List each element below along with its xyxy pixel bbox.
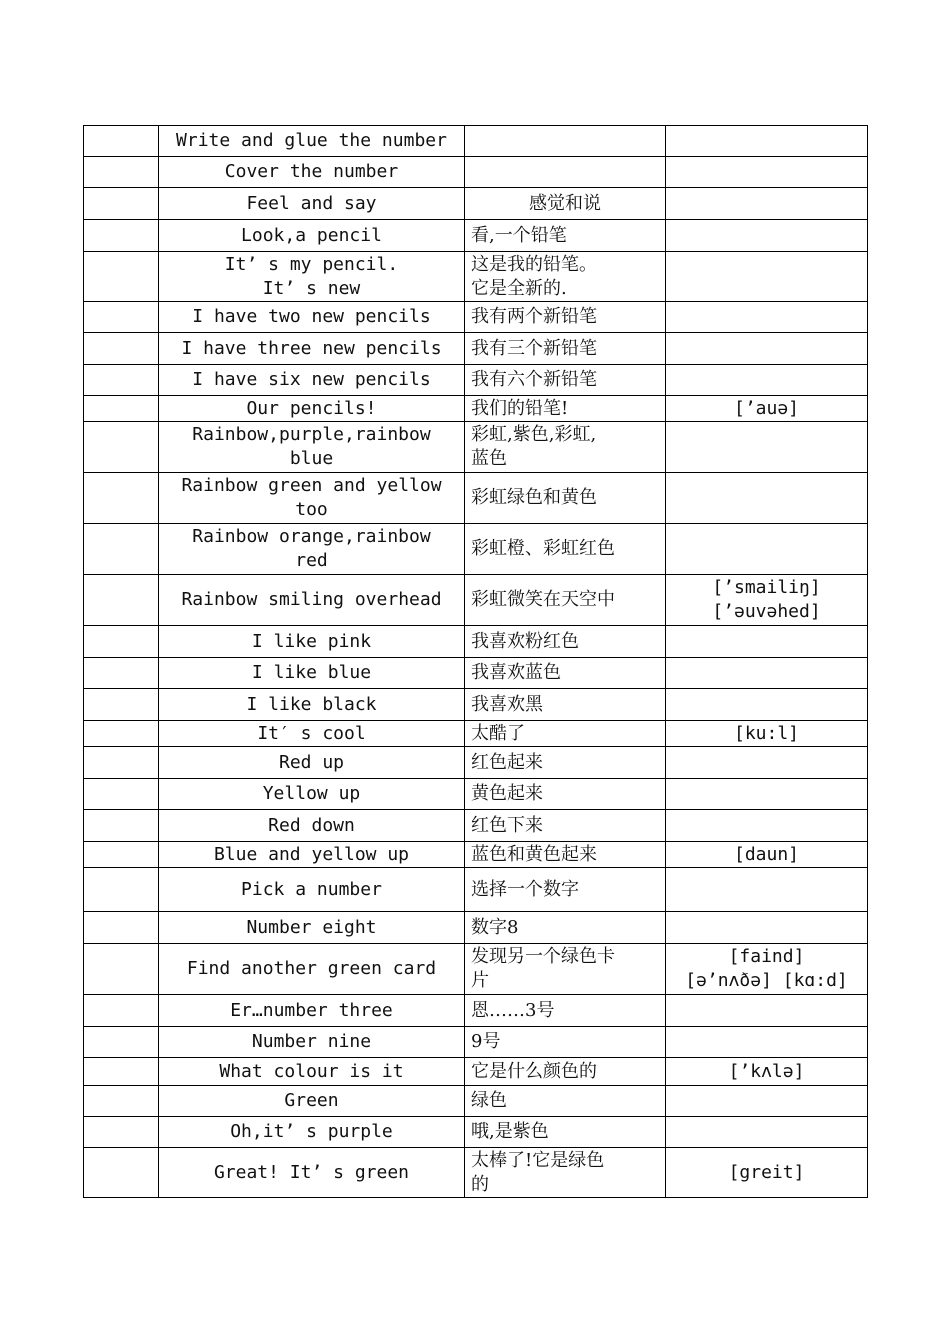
english-phrase-line: blue xyxy=(289,448,334,469)
chinese-translation-cell xyxy=(465,912,666,944)
chinese-translation-text: 选择一个数字 xyxy=(471,878,579,900)
row-number-cell xyxy=(84,396,159,422)
chinese-translation-cell xyxy=(465,721,666,747)
english-phrase-cell xyxy=(159,188,465,220)
english-phrase-cell xyxy=(159,524,465,575)
chinese-translation-text: 太酷了 xyxy=(471,722,525,744)
chinese-translation-cell xyxy=(465,1148,666,1198)
row-number-cell xyxy=(84,995,159,1027)
phonetic-cell xyxy=(666,868,868,912)
chinese-translation-text: 我有三个新铅笔 xyxy=(471,337,597,359)
english-phrase-cell xyxy=(159,658,465,689)
row-number-cell xyxy=(84,747,159,779)
phonetic-cell xyxy=(666,721,868,747)
chinese-translation-cell xyxy=(465,302,666,333)
phonetic-cell xyxy=(666,626,868,658)
phonetic-cell xyxy=(666,302,868,333)
row-number-cell xyxy=(84,944,159,995)
phonetic-cell xyxy=(666,473,868,524)
phonetic-cell xyxy=(666,689,868,721)
english-phrase-line: Number eight xyxy=(246,916,377,938)
english-phrase-cell xyxy=(159,396,465,422)
row-number-cell xyxy=(84,842,159,868)
chinese-translation-text: 我喜欢粉红色 xyxy=(471,630,579,652)
english-phrase-cell xyxy=(159,995,465,1027)
chinese-translation-text: 绿色 xyxy=(471,1090,507,1111)
table-row xyxy=(84,779,868,810)
row-number-cell xyxy=(84,1027,159,1058)
english-phrase-line: I have three new pencils xyxy=(181,337,442,359)
chinese-translation-cell xyxy=(465,157,666,188)
chinese-translation-cell xyxy=(465,365,666,396)
english-phrase-line: Our pencils! xyxy=(246,397,377,419)
row-number-cell xyxy=(84,868,159,912)
chinese-translation-line: 发现另一个绿色卡 xyxy=(471,946,615,967)
table-row xyxy=(84,302,868,333)
chinese-translation-line: 彩虹,紫色,彩虹, xyxy=(471,424,597,445)
table-row xyxy=(84,473,868,524)
table-row xyxy=(84,575,868,626)
row-number-cell xyxy=(84,721,159,747)
english-phrase-cell xyxy=(159,810,465,842)
chinese-translation-cell xyxy=(465,868,666,912)
english-phrase-line: It’ s my pencil. xyxy=(224,253,399,275)
row-number-cell xyxy=(84,220,159,252)
chinese-translation-cell xyxy=(465,658,666,689)
english-phrase-line: red xyxy=(295,550,328,571)
chinese-translation-text: 它是什么颜色的 xyxy=(471,1060,597,1082)
phonetic-cell xyxy=(666,1027,868,1058)
table-row xyxy=(84,658,868,689)
chinese-translation-text: 我有两个新铅笔 xyxy=(471,306,597,327)
row-number-cell xyxy=(84,333,159,365)
table-row xyxy=(84,1117,868,1148)
english-phrase-cell xyxy=(159,944,465,995)
table-row xyxy=(84,810,868,842)
table-row xyxy=(84,689,868,721)
table-row xyxy=(84,333,868,365)
chinese-translation-text: 看,一个铅笔 xyxy=(471,224,567,246)
vocabulary-table xyxy=(83,125,868,1198)
english-phrase-cell xyxy=(159,422,465,473)
phonetic-cell xyxy=(666,188,868,220)
row-number-cell xyxy=(84,473,159,524)
chinese-translation-cell xyxy=(465,747,666,779)
table-row xyxy=(84,220,868,252)
chinese-translation-text: 我喜欢蓝色 xyxy=(471,662,561,683)
table-row xyxy=(84,626,868,658)
phonetic-cell xyxy=(666,333,868,365)
phonetic-transcription: [daun] xyxy=(733,843,800,865)
phonetic-cell xyxy=(666,747,868,779)
phonetic-cell xyxy=(666,422,868,473)
phonetic-transcription: [’kʌlə] xyxy=(728,1060,805,1082)
chinese-translation-cell xyxy=(465,944,666,995)
english-phrase-cell xyxy=(159,157,465,188)
chinese-translation-cell xyxy=(465,126,666,157)
english-phrase-line: Great! It’ s green xyxy=(213,1161,410,1183)
table-row xyxy=(84,1086,868,1117)
chinese-translation-line: 片 xyxy=(471,970,489,991)
english-phrase-line: I like black xyxy=(246,693,377,715)
english-phrase-cell xyxy=(159,912,465,944)
english-phrase-line: Red up xyxy=(278,751,345,773)
table-row xyxy=(84,912,868,944)
english-phrase-cell xyxy=(159,779,465,810)
chinese-translation-cell xyxy=(465,333,666,365)
english-phrase-line: too xyxy=(295,499,328,520)
chinese-translation-cell xyxy=(465,220,666,252)
english-phrase-cell xyxy=(159,1117,465,1148)
chinese-translation-line: 的 xyxy=(471,1173,489,1195)
phonetic-transcription: [greit] xyxy=(728,1161,805,1183)
chinese-translation-text: 数字8 xyxy=(471,916,519,938)
chinese-translation-cell xyxy=(465,626,666,658)
chinese-translation-cell xyxy=(465,1117,666,1148)
phonetic-cell xyxy=(666,365,868,396)
chinese-translation-cell xyxy=(465,779,666,810)
english-phrase-cell xyxy=(159,1086,465,1117)
phonetic-transcription: [’əuvəhed] xyxy=(712,601,821,622)
phonetic-cell xyxy=(666,252,868,302)
table-row xyxy=(84,365,868,396)
english-phrase-line: Yellow up xyxy=(262,783,361,804)
chinese-translation-cell xyxy=(465,1027,666,1058)
row-number-cell xyxy=(84,912,159,944)
chinese-translation-line: 太棒了!它是绿色 xyxy=(471,1149,605,1171)
english-phrase-line: Red down xyxy=(268,814,355,836)
row-number-cell xyxy=(84,188,159,220)
english-phrase-cell xyxy=(159,126,465,157)
chinese-translation-line: 蓝色 xyxy=(471,448,507,469)
phonetic-cell xyxy=(666,524,868,575)
table-row xyxy=(84,1058,868,1086)
phonetic-cell xyxy=(666,944,868,995)
english-phrase-cell xyxy=(159,689,465,721)
phonetic-cell xyxy=(666,842,868,868)
chinese-translation-cell xyxy=(465,524,666,575)
row-number-cell xyxy=(84,1058,159,1086)
english-phrase-line: Rainbow,purple,rainbow xyxy=(192,424,431,445)
chinese-translation-cell xyxy=(465,473,666,524)
chinese-translation-cell xyxy=(465,252,666,302)
row-number-cell xyxy=(84,1148,159,1198)
chinese-translation-text: 感觉和说 xyxy=(529,192,601,214)
table-row xyxy=(84,944,868,995)
phonetic-cell xyxy=(666,1117,868,1148)
chinese-translation-text: 彩虹橙、彩虹红色 xyxy=(471,538,615,559)
english-phrase-line: Rainbow orange,rainbow xyxy=(192,526,431,547)
english-phrase-cell xyxy=(159,333,465,365)
phonetic-cell xyxy=(666,810,868,842)
chinese-translation-text: 我们的铅笔! xyxy=(471,397,569,419)
english-phrase-line: What colour is it xyxy=(219,1060,404,1082)
phonetic-cell xyxy=(666,157,868,188)
row-number-cell xyxy=(84,779,159,810)
english-phrase-line: I have six new pencils xyxy=(192,369,431,390)
chinese-translation-line: 这是我的铅笔。 xyxy=(471,253,597,275)
english-phrase-cell xyxy=(159,842,465,868)
english-phrase-line: Feel and say xyxy=(246,192,377,214)
chinese-translation-cell xyxy=(465,995,666,1027)
english-phrase-line: Number nine xyxy=(251,1031,372,1052)
phonetic-cell xyxy=(666,1058,868,1086)
chinese-translation-cell xyxy=(465,1058,666,1086)
row-number-cell xyxy=(84,524,159,575)
row-number-cell xyxy=(84,252,159,302)
phonetic-cell xyxy=(666,658,868,689)
phonetic-transcription: [ə’nʌðə] [kɑ:d] xyxy=(685,970,848,991)
table-row xyxy=(84,995,868,1027)
phonetic-cell xyxy=(666,1086,868,1117)
english-phrase-cell xyxy=(159,626,465,658)
english-phrase-line: Er…number three xyxy=(230,999,393,1021)
phonetic-cell xyxy=(666,220,868,252)
row-number-cell xyxy=(84,1086,159,1117)
table-row xyxy=(84,721,868,747)
row-number-cell xyxy=(84,810,159,842)
english-phrase-line: I like blue xyxy=(251,662,372,683)
chinese-translation-text: 彩虹绿色和黄色 xyxy=(471,487,597,508)
row-number-cell xyxy=(84,422,159,473)
chinese-translation-cell xyxy=(465,842,666,868)
english-phrase-line: I like pink xyxy=(251,630,372,652)
english-phrase-cell xyxy=(159,473,465,524)
chinese-translation-text: 彩虹微笑在天空中 xyxy=(471,589,615,610)
english-phrase-line: I have two new pencils xyxy=(192,306,431,327)
table-row xyxy=(84,842,868,868)
row-number-cell xyxy=(84,302,159,333)
table-row xyxy=(84,1027,868,1058)
english-phrase-cell xyxy=(159,1027,465,1058)
chinese-translation-text: 9号 xyxy=(471,1031,501,1052)
chinese-translation-cell xyxy=(465,689,666,721)
row-number-cell xyxy=(84,658,159,689)
chinese-translation-cell xyxy=(465,810,666,842)
chinese-translation-text: 我喜欢黑 xyxy=(471,693,543,715)
row-number-cell xyxy=(84,126,159,157)
phonetic-transcription: [’auə] xyxy=(733,397,800,419)
english-phrase-line: Rainbow green and yellow xyxy=(181,475,442,496)
phonetic-cell xyxy=(666,912,868,944)
phonetic-transcription: [ku:l] xyxy=(733,722,800,744)
english-phrase-cell xyxy=(159,1148,465,1198)
english-phrase-line: Blue and yellow up xyxy=(213,843,410,865)
chinese-translation-cell xyxy=(465,188,666,220)
english-phrase-cell xyxy=(159,365,465,396)
english-phrase-cell xyxy=(159,575,465,626)
chinese-translation-text: 黄色起来 xyxy=(471,783,543,804)
table-row xyxy=(84,157,868,188)
table-row xyxy=(84,1148,868,1198)
english-phrase-cell xyxy=(159,220,465,252)
chinese-translation-cell xyxy=(465,422,666,473)
phonetic-cell xyxy=(666,575,868,626)
table-row xyxy=(84,126,868,157)
chinese-translation-text: 我有六个新铅笔 xyxy=(471,369,597,390)
english-phrase-cell xyxy=(159,721,465,747)
phonetic-cell xyxy=(666,1148,868,1198)
chinese-translation-text: 蓝色和黄色起来 xyxy=(471,843,597,865)
phonetic-transcription: [’smailiŋ] xyxy=(712,577,821,598)
english-phrase-line: Green xyxy=(284,1090,339,1111)
chinese-translation-cell xyxy=(465,575,666,626)
chinese-translation-line: 它是全新的. xyxy=(471,277,567,299)
english-phrase-line: It′ s cool xyxy=(257,722,366,744)
chinese-translation-cell xyxy=(465,396,666,422)
chinese-translation-text: 红色起来 xyxy=(471,751,543,773)
row-number-cell xyxy=(84,575,159,626)
chinese-translation-text: 哦,是紫色 xyxy=(471,1121,549,1142)
chinese-translation-text: 恩……3号 xyxy=(471,999,555,1021)
chinese-translation-text: 红色下来 xyxy=(471,814,543,836)
table-row xyxy=(84,747,868,779)
english-phrase-line: Write and glue the number xyxy=(176,130,447,151)
english-phrase-line: It’ s new xyxy=(262,277,361,299)
phonetic-cell xyxy=(666,396,868,422)
english-phrase-cell xyxy=(159,868,465,912)
table-row xyxy=(84,868,868,912)
table-row xyxy=(84,396,868,422)
table-row xyxy=(84,188,868,220)
table-row xyxy=(84,524,868,575)
english-phrase-cell xyxy=(159,747,465,779)
english-phrase-line: Pick a number xyxy=(241,878,382,900)
phonetic-cell xyxy=(666,779,868,810)
english-phrase-line: Cover the number xyxy=(224,161,399,182)
chinese-translation-cell xyxy=(465,1086,666,1117)
row-number-cell xyxy=(84,689,159,721)
english-phrase-cell xyxy=(159,302,465,333)
english-phrase-line: Find another green card xyxy=(186,958,437,979)
english-phrase-cell xyxy=(159,1058,465,1086)
table-row xyxy=(84,252,868,302)
english-phrase-line: Look,a pencil xyxy=(241,224,382,246)
row-number-cell xyxy=(84,157,159,188)
row-number-cell xyxy=(84,626,159,658)
english-phrase-line: Oh,it’ s purple xyxy=(230,1121,393,1142)
english-phrase-line: Rainbow smiling overhead xyxy=(181,589,442,610)
phonetic-cell xyxy=(666,995,868,1027)
table-row xyxy=(84,422,868,473)
phonetic-cell xyxy=(666,126,868,157)
row-number-cell xyxy=(84,365,159,396)
phonetic-transcription: [faind] xyxy=(728,946,805,967)
row-number-cell xyxy=(84,1117,159,1148)
english-phrase-cell xyxy=(159,252,465,302)
